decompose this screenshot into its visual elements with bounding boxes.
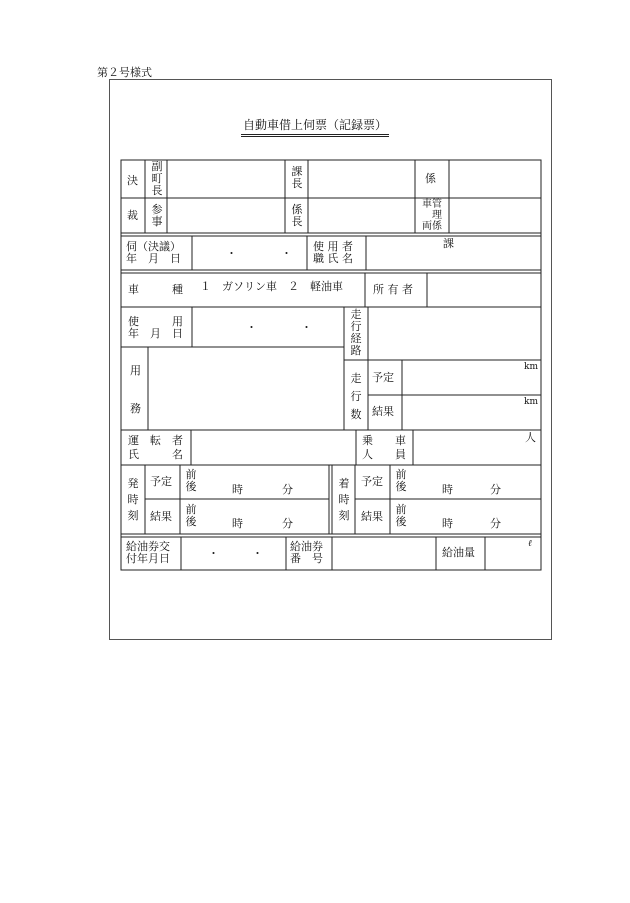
depart-planned-label: 予定 bbox=[150, 475, 172, 488]
arrive-planned-minute: 分 bbox=[490, 483, 501, 496]
depart-result-hour: 時 bbox=[232, 517, 243, 530]
route-label: 走 行 経 路 bbox=[350, 308, 362, 357]
counselor-label: 参 事 bbox=[151, 203, 163, 228]
usage-date-label-top: 使 用 bbox=[128, 315, 183, 328]
depart-planned-ampm: 前 後 bbox=[185, 468, 197, 493]
fuel-ticket-number-label-bottom: 番 号 bbox=[290, 552, 323, 565]
person-unit: 人 bbox=[525, 431, 536, 444]
depart-result-label: 結果 bbox=[150, 510, 172, 523]
fuel-ticket-date-label-bottom: 付年月日 bbox=[126, 552, 170, 565]
fuel-ticket-number-label-top: 給油券 bbox=[290, 540, 323, 553]
request-date-label-top: 伺（決議） bbox=[126, 240, 181, 253]
arrive-result-label: 結果 bbox=[361, 510, 383, 523]
depart-planned-hour: 時 bbox=[232, 483, 243, 496]
arrive-planned-ampm: 前 後 bbox=[395, 468, 407, 493]
request-date-field[interactable]: ・ ・ bbox=[226, 247, 292, 260]
fuel-ticket-date-label-top: 給油券交 bbox=[126, 540, 170, 553]
dept-suffix: 課 bbox=[443, 237, 454, 250]
arrive-planned-label: 予定 bbox=[361, 475, 383, 488]
fuel-amount-label: 給油量 bbox=[442, 546, 475, 559]
arrive-result-ampm: 前 後 bbox=[395, 503, 407, 528]
kessai-top-label: 決 bbox=[127, 174, 138, 187]
km-unit-result: km bbox=[524, 397, 538, 407]
vice-mayor-label: 副 町 長 bbox=[151, 160, 163, 197]
distance-planned-label: 予定 bbox=[372, 371, 394, 384]
user-label-top: 使 用 者 bbox=[313, 240, 353, 253]
request-date-label-bottom: 年 月 日 bbox=[126, 252, 181, 265]
vehicle-type-options[interactable]: １ ガソリン車 ２ 軽油車 bbox=[200, 280, 343, 293]
driver-label-bottom: 氏 名 bbox=[128, 448, 183, 461]
form-number: 第２号様式 bbox=[97, 66, 152, 79]
fuel-ticket-date-field[interactable]: ・ ・ bbox=[208, 547, 263, 560]
depart-result-ampm: 前 後 bbox=[185, 503, 197, 528]
arrive-result-hour: 時 bbox=[442, 517, 453, 530]
distance-result-label: 結果 bbox=[372, 405, 394, 418]
usage-date-label-bottom: 年 月 日 bbox=[128, 327, 183, 340]
form-title-text: 自動車借上伺票（記録票） bbox=[241, 116, 389, 137]
staff-label: 係 bbox=[425, 172, 436, 185]
purpose-label-top: 用 bbox=[130, 364, 141, 377]
depart-time-label: 発 時 刻 bbox=[127, 477, 139, 522]
usage-date-field[interactable]: ・ ・ bbox=[246, 321, 312, 334]
arrive-result-minute: 分 bbox=[490, 517, 501, 530]
vehicle-management-label: 車管 理 両係 bbox=[422, 199, 442, 232]
driver-label-top: 運 転 者 bbox=[128, 434, 183, 447]
subsection-chief-label: 係 長 bbox=[291, 203, 303, 228]
kessai-bottom-label: 裁 bbox=[127, 209, 138, 222]
passenger-label-top: 乗 車 bbox=[362, 434, 406, 447]
liter-unit: ℓ bbox=[528, 539, 532, 549]
purpose-label-bottom: 務 bbox=[130, 402, 141, 415]
arrive-planned-hour: 時 bbox=[442, 483, 453, 496]
depart-planned-minute: 分 bbox=[282, 483, 293, 496]
km-unit-planned: km bbox=[524, 362, 538, 372]
owner-label: 所 有 者 bbox=[373, 283, 413, 296]
section-chief-label: 課 長 bbox=[291, 165, 303, 190]
passenger-label-bottom: 人 員 bbox=[362, 448, 406, 461]
vehicle-type-label: 車 種 bbox=[128, 283, 183, 296]
arrive-time-label: 着 時 刻 bbox=[338, 477, 350, 522]
depart-result-minute: 分 bbox=[282, 517, 293, 530]
distance-label: 走 行 数 bbox=[350, 372, 362, 421]
user-label-bottom: 職 氏 名 bbox=[313, 252, 353, 265]
